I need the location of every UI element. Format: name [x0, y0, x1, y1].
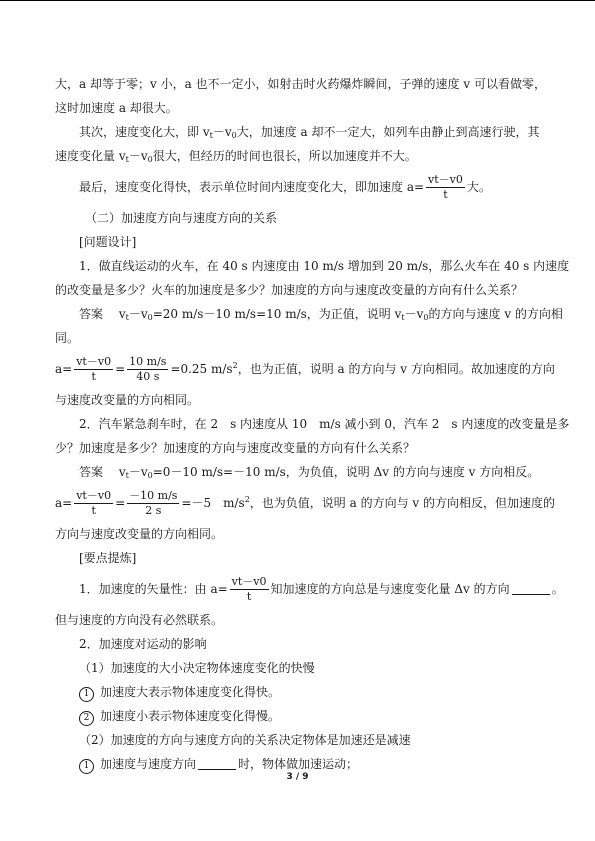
subsection-label: [问题设计]	[79, 235, 137, 249]
list-item: 1 加速度与速度方向 时，物体做加速运动；	[55, 752, 540, 776]
fraction: $\frac{-10 m/s}{2 s}$	[129, 489, 178, 517]
fraction: $\frac{vt-v0}{t}$	[76, 489, 112, 517]
text-line: 这时加速度 a 却很大。	[55, 101, 178, 115]
answer-text: 与速度改变量的方向相同。	[55, 393, 200, 407]
circled-number-icon: 1	[79, 759, 94, 774]
key-point: （1）加速度的大小决定物体速度变化的快慢	[79, 661, 315, 675]
question-text: 1．做直线运动的火车，在 40 s 内速度由 10 m/s 增加到 20 m/s，那么火车在 40 s 内速度	[79, 259, 570, 273]
key-point: 但与速度的方向没有必然联系。	[55, 613, 224, 627]
key-point: （2）加速度的方向与速度方向的关系决定物体是加速还是减速	[79, 733, 411, 747]
page-top-border	[0, 0, 595, 1]
fraction: $\frac{vt-v0}{t}$	[231, 575, 267, 603]
fraction: $\frac{vt-v0}{t}$	[428, 173, 463, 201]
page-number: 3 / 9	[286, 772, 309, 782]
formula-line: a= $\frac{vt-v0}{t}$ = $\frac{-10 m/s}{2 s}$ =－5 $m/s^2$，也为负值，说明 a 的方向与 v 的方向相反，但加速度的	[55, 489, 555, 517]
text-line: 最后，速度变化得快，表示单位时间内速度变化大，即加速度 a= $\frac{vt-v0}{t}$ 大。	[79, 173, 491, 201]
key-point: 2．加速度对运动的影响	[79, 637, 207, 651]
answer-text: 方向与速度改变量的方向相同。	[55, 527, 224, 541]
formula-line: a= $\frac{vt-v0}{t}$ = $\frac{10 m/s}{40 s}$ =0.25 $m/s^2$，也为正值，说明 a 的方向与 v 方向相同。故加速度的方向	[55, 355, 555, 383]
question-text: 2．汽车紧急刹车时，在 2 s 内速度从 10 m/s 减小到 0，汽车 2 s 内速度的改变量是多	[79, 417, 570, 431]
text-line: 速度变化量 $v_t-v_0$很大，但经历的时间也很长，所以加速度并不大。	[55, 149, 417, 164]
text-line: 大，a 却等于零；v 小，a 也不一定小，如射击时火药爆炸瞬间，子弹的速度 v 可以看做零，	[55, 77, 546, 91]
document-body	[55, 72, 570, 776]
fraction: $\frac{10 m/s}{40 s}$	[129, 355, 167, 383]
question-text: 少？加速度是多少？加速度的方向与速度改变量的方向有什么关系？	[55, 441, 416, 455]
circled-number-icon: 1	[79, 687, 94, 702]
fill-in-blank[interactable]	[512, 582, 550, 595]
answer-text: 答案 $v_t-v_0=0-10$ m/s=－10 m/s，为负值，说明 Δv 的方向与速度 v 方向相反。	[79, 465, 540, 480]
subsection-label: [要点提炼]	[79, 551, 137, 565]
question-text: 的改变量是多少？火车的加速度是多少？加速度的方向与速度改变量的方向有什么关系？	[55, 283, 524, 297]
list-item: 2 加速度小表示物体速度变化得慢。	[55, 704, 540, 728]
answer-text: 答案 $v_t-v_0=20$ m/s－10 m/s=10 m/s，为正值，说明 $v_t-v_0$的方向与速度 v 的方向相	[79, 307, 563, 322]
circled-number-icon: 2	[79, 711, 94, 726]
fill-in-blank[interactable]	[198, 757, 236, 770]
list-item: 1 加速度大表示物体速度变化得快。	[55, 680, 540, 704]
text-line: 其次，速度变化大，即 $v_t-v_0$大，加速度 a 却不一定大，如列车由静止到高速行驶，其	[79, 125, 540, 140]
answer-text: 同。	[55, 331, 80, 345]
section-heading: （二）加速度方向与速度方向的关系	[85, 211, 278, 225]
fraction: $\frac{vt-v0}{t}$	[76, 355, 112, 383]
key-point: 1．加速度的矢量性：由 a= $\frac{vt-v0}{t}$ 知加速度的方向总是与速度变化量 Δv 的方向 。	[79, 575, 564, 603]
